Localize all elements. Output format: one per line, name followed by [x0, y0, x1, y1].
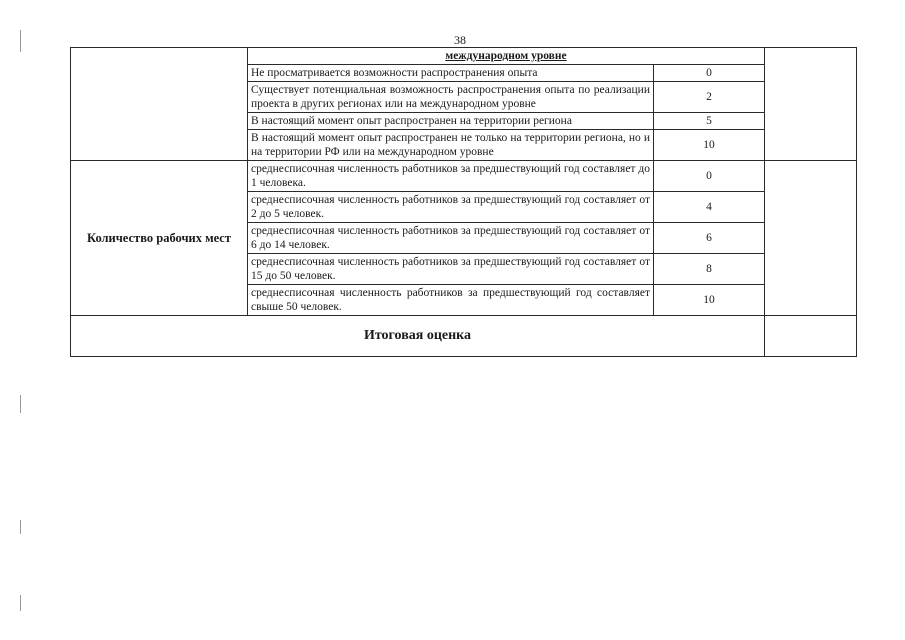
total-value — [765, 316, 857, 357]
option-description: среднесписочная численность работников за предшествующий год составляет от 2 до 5 человек. — [248, 192, 654, 223]
option-description: Не просматривается возможности распространения опыта — [248, 65, 654, 82]
criterion-cell-continued — [71, 48, 248, 161]
total-label: Итоговая оценка — [71, 316, 765, 357]
table-row — [71, 161, 857, 192]
option-score: 8 — [654, 254, 765, 285]
criterion-heading-continued: международном уровне — [248, 48, 765, 65]
option-score: 6 — [654, 223, 765, 254]
option-description: В настоящий момент опыт распространен не только на территории региона, но и на территории РФ или на международном уровне — [248, 130, 654, 161]
margin-mark — [20, 595, 21, 611]
option-description: среднесписочная численность работников за предшествующий год составляет свыше 50 человек. — [248, 285, 654, 316]
criterion-name: Количество рабочих мест — [71, 161, 248, 316]
page-number: 38 — [454, 33, 466, 47]
margin-mark — [20, 520, 21, 534]
option-score: 0 — [654, 65, 765, 82]
table-row — [71, 48, 857, 65]
assessment-cell — [765, 48, 857, 161]
option-description: В настоящий момент опыт распространен на территории региона — [248, 113, 654, 130]
option-description: Существует потенциальная возможность распространения опыта по реализации проекта в других регионах или на международном уровне — [248, 82, 654, 113]
option-score: 10 — [654, 285, 765, 316]
option-description: среднесписочная численность работников за предшествующий год составляет от 6 до 14 человек. — [248, 223, 654, 254]
margin-mark — [20, 30, 21, 52]
total-row — [71, 316, 857, 357]
option-description: среднесписочная численность работников за предшествующий год составляет до 1 человека. — [248, 161, 654, 192]
option-description: среднесписочная численность работников за предшествующий год составляет от 15 до 50 человек. — [248, 254, 654, 285]
assessment-cell — [765, 161, 857, 316]
option-score: 0 — [654, 161, 765, 192]
option-score: 4 — [654, 192, 765, 223]
option-score: 2 — [654, 82, 765, 113]
option-score: 10 — [654, 130, 765, 161]
score-table — [70, 47, 857, 357]
margin-mark — [20, 395, 21, 413]
option-score: 5 — [654, 113, 765, 130]
